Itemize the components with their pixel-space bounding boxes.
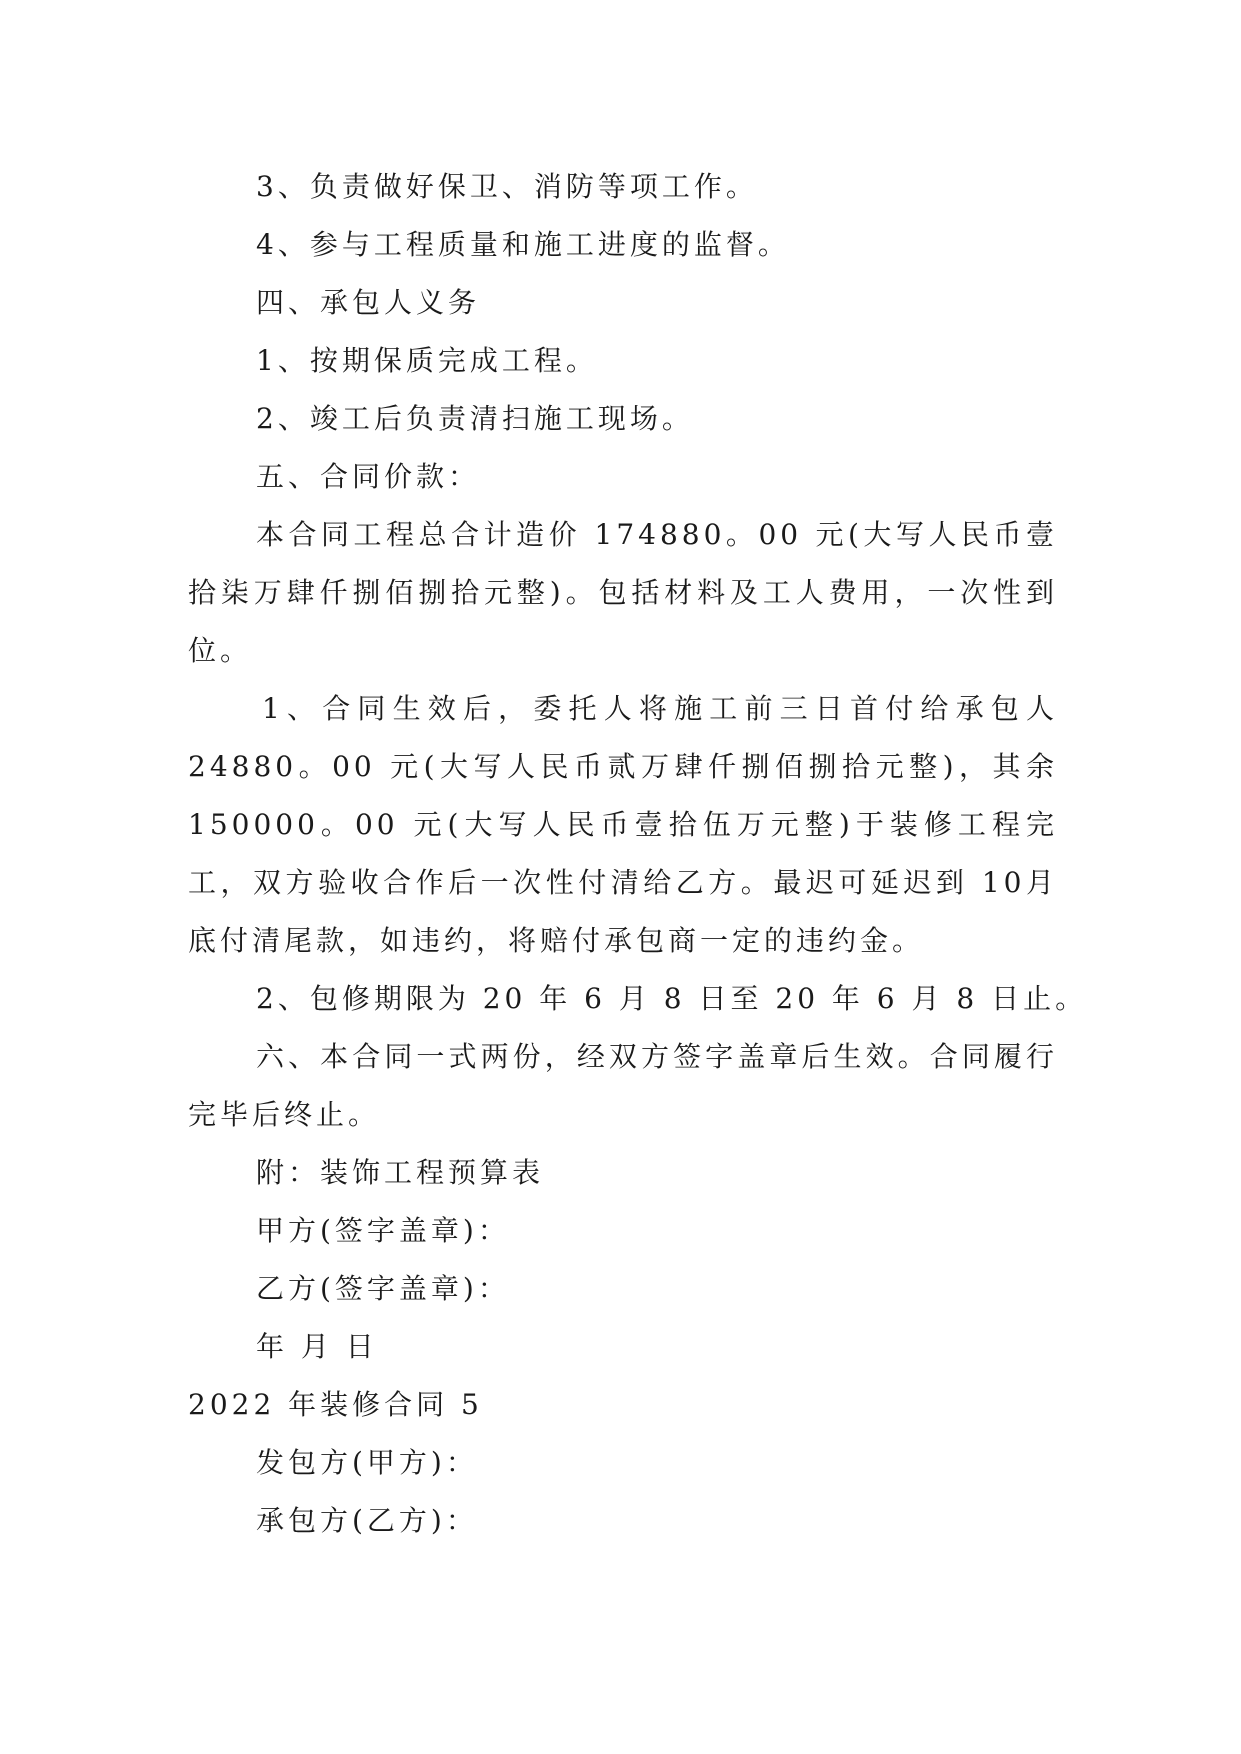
date-line: 年 月 日 xyxy=(256,1330,378,1363)
text-line: 1、按期保质完成工程。 xyxy=(256,344,598,377)
party-a-signature: 甲方(签字盖章)： xyxy=(256,1214,510,1247)
text-line: 4、参与工程质量和施工进度的监督。 xyxy=(256,228,790,261)
document-page xyxy=(188,158,1088,1550)
text-line: 3、负责做好保卫、消防等项工作。 xyxy=(256,170,758,203)
section-heading: 五、合同价款： xyxy=(256,460,481,493)
contractor-line: 承包方(乙方)： xyxy=(256,1504,478,1537)
payment-paragraph: 1、合同生效后，委托人将施工前三日首付给承包人 24880。00 元(大写人民币贰万肆仟捌佰捌拾元整)，其余 150000。00 元(大写人民币壹拾伍万元整)于装修工程完工，双方验收合作后一次性付清给乙方。最迟可延迟到 10月底付清尾款，如违约，将赔付承包商一定的违约金。 xyxy=(188,692,1058,957)
section-6-paragraph: 六、本合同一式两份，经双方签字盖章后生效。合同履行完毕后终止。 xyxy=(188,1040,1058,1131)
warranty-line: 2、包修期限为 20 年 6 月 8 日至 20 年 6 月 8 日止。 xyxy=(256,982,1088,1015)
price-paragraph: 本合同工程总合计造价 174880。00 元(大写人民币壹拾柒万肆仟捌佰捌拾元整)。包括材料及工人费用，一次性到位。 xyxy=(188,518,1058,667)
party-b-signature: 乙方(签字盖章)： xyxy=(256,1272,510,1305)
issuer-line: 发包方(甲方)： xyxy=(256,1446,478,1479)
contract-title: 2022 年装修合同 5 xyxy=(188,1388,483,1421)
attachment-line: 附：装饰工程预算表 xyxy=(256,1156,545,1189)
text-line: 2、竣工后负责清扫施工现场。 xyxy=(256,402,694,435)
section-heading: 四、承包人义务 xyxy=(256,286,481,319)
